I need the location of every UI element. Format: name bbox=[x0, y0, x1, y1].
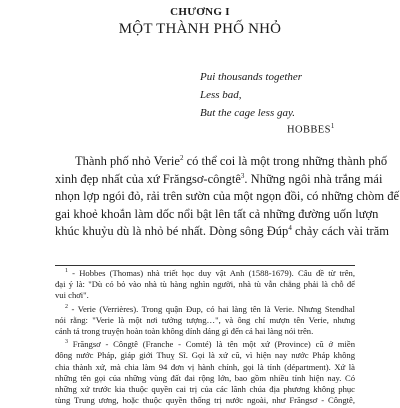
footnote-divider bbox=[55, 265, 355, 266]
footnote-line: những xứ trước kia thuộc quyền cai trị của các lãnh chúa địa phương không phục bbox=[55, 384, 355, 395]
body-line-text: có thể coi là một trong những thành phố bbox=[183, 154, 388, 168]
body-line-text: gai khoẻ khoắn làm dốc nổi bật lên tất cả những đường uốn lượn bbox=[55, 206, 379, 221]
body-line bbox=[55, 171, 383, 189]
footnote-line: đông nước Pháp, giáp giới Thuỵ Sĩ. Gọi là xứ cũ, vì hiện nay nước Pháp không bbox=[55, 350, 355, 361]
footnote-line bbox=[55, 268, 355, 279]
chapter-label: CHƯƠNG I bbox=[170, 6, 230, 18]
footnote bbox=[55, 304, 355, 338]
footnote-number: 2 bbox=[65, 303, 68, 310]
epigraph-line: But the cage less gay. bbox=[200, 107, 296, 119]
footnote-text: - Hobbes (Thomas) nhà triết học duy vật Anh (1588-1679). Câu đề từ trên, bbox=[68, 268, 355, 278]
footnote-line bbox=[55, 304, 355, 315]
body-line-text: chảy cách vài trăm bbox=[291, 224, 389, 238]
epigraph bbox=[200, 68, 302, 122]
footnote-number: 3 bbox=[65, 339, 68, 346]
footnote-text: - Verie (Verrières). Trong quận Đup, có hai làng tên là Verie. Nhưng Stendhal bbox=[68, 303, 355, 314]
footnote-line: cảnh tả trong truyện hoàn toàn không dính dáng gì đến cả hai làng nói trên. bbox=[55, 326, 314, 337]
footnote-line: vui chơi". bbox=[55, 290, 89, 301]
epigraph-line: Less bad, bbox=[200, 89, 242, 101]
footnote-ref: 1 bbox=[330, 122, 335, 130]
body-line-text: . Những ngôi nhà trắng mái bbox=[244, 171, 383, 186]
body-line bbox=[55, 223, 389, 241]
body-line bbox=[55, 206, 379, 224]
epigraph-author bbox=[287, 122, 335, 136]
footnote-ref: 4 bbox=[288, 223, 292, 232]
footnotes bbox=[55, 268, 355, 408]
footnote-line: nói rằng: "Verie là một nơi tưởng tượng…", và ông chỉ mượn tên Verie, nhưng bbox=[55, 314, 355, 325]
body-line-text: khúc khuỷu dù là nhỏ bé nhất. Dòng sông Đúp bbox=[55, 224, 289, 238]
footnote-text: Frăngsơ - Côngtê (Franche - Comté) là tên một xứ (Province) cũ ở miền bbox=[68, 339, 355, 350]
footnote bbox=[55, 339, 355, 406]
footnote-line: đại ý là: "Dù có bỏ vào nhà tù hàng nghìn người, nhà tù vẫn chẳng phải là chỗ để bbox=[55, 279, 355, 290]
body-paragraph bbox=[55, 153, 400, 241]
body-line-text: nhọn lợp ngói đỏ, rải trên sườn của một ngọn đồi, có những chòm đế bbox=[55, 189, 400, 203]
body-line bbox=[55, 188, 400, 206]
epigraph-author-name: HOBBES bbox=[287, 124, 331, 136]
footnote-line bbox=[55, 339, 355, 350]
epigraph-line: Pui thousands together bbox=[200, 71, 303, 83]
footnote-line: tùng Trung ương, hoặc thuộc quyền thống trị nước ngoài, như Frăngsơ - Côngtê, bbox=[55, 395, 355, 406]
footnote-line: những tên gọi của những vùng đất đai rộng lớn, bao gồm nhiều tỉnh hiện nay. Có bbox=[55, 372, 355, 383]
chapter-title: MỘT THÀNH PHỐ NHỎ bbox=[118, 21, 282, 37]
body-line bbox=[55, 153, 388, 171]
footnote-ref: 2 bbox=[179, 153, 184, 162]
body-line-text: Thành phố nhỏ Verie bbox=[75, 154, 180, 168]
body-line-text: xinh đẹp nhất của xứ Frăngsơ-côngtê bbox=[55, 171, 241, 186]
footnote-ref: 3 bbox=[240, 171, 245, 180]
footnote-number: 1 bbox=[65, 268, 68, 275]
footnote-line: chia thành xứ, mà chia làm 94 đơn vị hành chính, gọi là tỉnh (départment). Xứ là bbox=[55, 361, 355, 372]
footnote bbox=[55, 268, 355, 302]
